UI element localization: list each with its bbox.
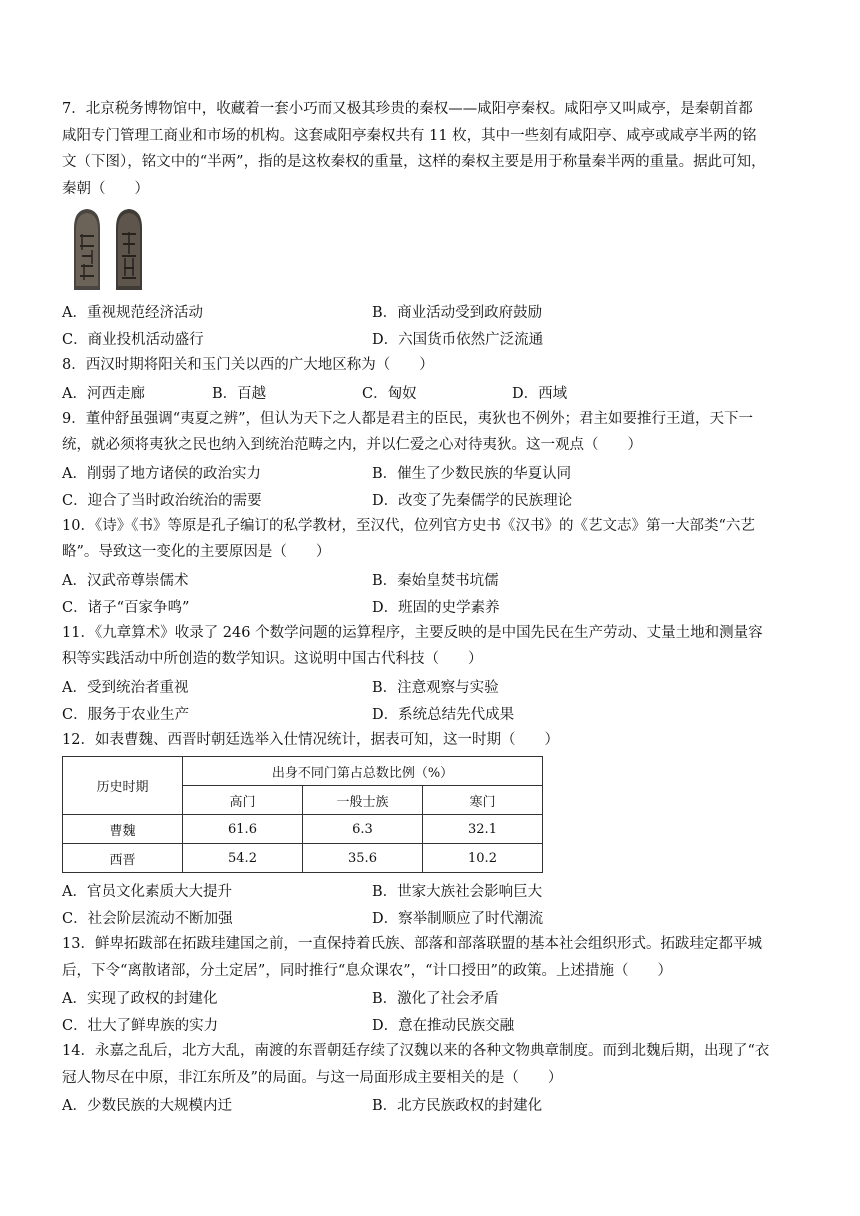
option-d[interactable]: D．意在推动民族交融 [372,1018,515,1034]
table-cell: 32.1 [423,815,543,844]
options-row [62,1091,798,1118]
question-text-line: 12．如表曹魏、西晋时朝廷选举入仕情况统计，据表可知，这一时期（ ） [62,731,559,748]
option-c[interactable]: C．迎合了当时政治统治的需要 [62,492,262,509]
option-c[interactable]: C．匈奴 [362,385,417,402]
option-b[interactable]: B．世家大族社会影响巨大 [372,884,543,900]
options-row [62,877,798,904]
table-header-period: 历史时期 [63,757,183,815]
table-cell: 61.6 [183,815,303,844]
question-text-line: 咸阳专门管理工商业和市场的机构。这套咸阳亭秦权共有 11 枚，其中一些刻有咸阳亭、咸亭或咸亭半两的铭 [62,127,757,144]
table-cell: 35.6 [303,844,423,873]
option-a[interactable]: A．汉武帝尊崇儒术 [62,572,189,589]
question-9 [62,406,798,513]
option-a[interactable]: A．河西走廊 [62,385,145,402]
question-text-line: 13．鲜卑拓跋部在拓跋珪建国之前，一直保持着氏族、部落和部落联盟的基本社会组织形式。拓跋珪定都平城 [62,936,762,952]
option-b[interactable]: B．注意观察与实验 [372,679,499,696]
appointment-statistics-table [62,756,543,873]
question-text-line: 8．西汉时期将阳关和玉门关以西的广大地区称为（ ） [62,357,434,373]
options-row [62,486,798,513]
options-row [62,593,798,620]
option-b[interactable]: B．秦始皇焚书坑儒 [372,572,499,589]
table-subheader: 寒门 [423,786,543,815]
table-cell: 10.2 [423,844,543,873]
option-a[interactable]: A．重视规范经济活动 [62,305,203,321]
option-c[interactable]: C．服务于农业生产 [62,706,190,723]
option-d[interactable]: D．六国货币依然广泛流通 [372,332,544,348]
question-text-line: 冠人物尽在中原，非江东所及”的局面。与这一局面形成主要相关的是（ ） [62,1069,563,1086]
option-d[interactable]: D．改变了先秦儒学的民族理论 [372,492,573,509]
option-a[interactable]: A．受到统治者重视 [62,679,189,696]
question-text-line: 秦朝（ ） [62,180,149,197]
option-d[interactable]: D．西域 [512,385,568,402]
option-a[interactable]: A．削弱了地方诸侯的政治实力 [62,465,261,482]
option-a[interactable]: A．官员文化素质大大提升 [62,884,232,900]
option-c[interactable]: C．壮大了鲜卑族的实力 [62,1018,219,1034]
question-text-line: 11．《九章算术》收录了 246 个数学问题的运算程序，主要反映的是中国先民在生产劳动、丈量土地和测量容 [62,624,763,641]
table-cell: 6.3 [303,815,423,844]
table-row [63,844,543,873]
qin-weight-left-image [70,206,104,290]
question-text-line: 14．永嘉之乱后，北方大乱，南渡的东晋朝廷存续了汉魏以来的各种文物典章制度。而到北魏后期，出现了“衣 [62,1043,770,1059]
question-11 [62,620,798,727]
option-b[interactable]: B．百越 [212,385,267,402]
question-8 [62,352,798,406]
option-d[interactable]: D．察举制顺应了时代潮流 [372,911,544,927]
options-row [62,904,798,931]
options-row [62,325,798,352]
option-b[interactable]: B．激化了社会矛盾 [372,991,499,1007]
question-10 [62,513,798,620]
question-text-line: 7．北京税务博物馆中，收藏着一套小巧而又极其珍贵的秦权——咸阳亭秦权。咸阳亭又叫咸亭，是秦朝首都 [62,101,753,117]
table-cell: 54.2 [183,844,303,873]
options-row [62,298,798,325]
options-row [62,379,798,406]
question-14 [62,1038,798,1118]
question-7 [62,96,798,352]
table-header-group: 出身不同门第占总数比例（%） [183,757,543,786]
question-text-line: 文（下图），铭文中的“半两”，指的是这枚秦权的重量，这样的秦权主要是用于称量秦半两的重量。据此可知， [62,154,766,170]
question-text-line: 积等实践活动中所创造的数学知识。这说明中国古代科技（ ） [62,651,483,667]
table-cell-period: 西晋 [63,844,183,873]
question-text-line: 略”。导致这一变化的主要原因是（ ） [62,544,331,560]
options-row [62,673,798,700]
options-row [62,1011,798,1038]
qin-weights-image [70,206,798,292]
question-text-line: 9．董仲舒虽强调“夷夏之辨”，但认为天下之人都是君主的臣民，夷狄也不例外；君主如要推行王道，天下一 [62,410,754,427]
question-12 [62,727,798,932]
options-row [62,700,798,727]
table-subheader: 一般士族 [303,786,423,815]
question-text-line: 10．《诗》《书》等原是孔子编订的私学教材，至汉代，位列官方史书《汉书》的《艺文志》第一大部类“六艺 [62,517,755,534]
table-row [63,815,543,844]
option-d[interactable]: D．班固的史学素养 [372,599,500,616]
qin-weight-right-image [112,206,146,290]
option-c[interactable]: C．商业投机活动盛行 [62,332,204,348]
table-subheader: 高门 [183,786,303,815]
exam-page [62,96,798,1118]
options-row [62,459,798,486]
options-row [62,984,798,1011]
option-b[interactable]: B．商业活动受到政府鼓励 [372,305,543,321]
option-b[interactable]: B．催生了少数民族的华夏认同 [372,465,572,482]
question-13 [62,931,798,1038]
options-row [62,566,798,593]
option-c[interactable]: C．社会阶层流动不断加强 [62,911,233,927]
option-b[interactable]: B．北方民族政权的封建化 [372,1098,543,1114]
option-a[interactable]: A．少数民族的大规模内迁 [62,1098,232,1114]
option-a[interactable]: A．实现了政权的封建化 [62,991,218,1007]
question-text-line: 统，就必须将夷狄之民也纳入到统治范畴之内，并以仁爱之心对待夷狄。这一观点（ ） [62,437,642,453]
option-c[interactable]: C．诸子“百家争鸣” [62,599,190,616]
option-d[interactable]: D．系统总结先代成果 [372,706,515,723]
question-text-line: 后，下令“离散诸部，分土定居”，同时推行“息众课农”，“计口授田”的政策。上述措施（ ） [62,962,672,979]
table-cell-period: 曹魏 [63,815,183,844]
